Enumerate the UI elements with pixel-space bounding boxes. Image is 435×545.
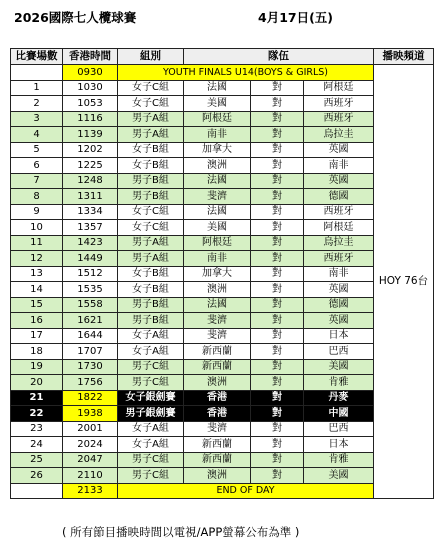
team-home: 法國 [184, 204, 251, 220]
team-home: 阿根廷 [184, 111, 251, 127]
header-teams: 隊伍 [184, 49, 374, 65]
table-row [11, 189, 434, 205]
team-home: 澳洲 [184, 468, 251, 484]
versus-label: 對 [251, 142, 304, 158]
match-group: 男子B組 [118, 189, 184, 205]
match-group: 男子B組 [118, 313, 184, 329]
versus-label: 對 [251, 390, 304, 406]
match-time: 1139 [63, 127, 118, 143]
team-home: 南非 [184, 127, 251, 143]
versus-label: 對 [251, 437, 304, 453]
page-title: 2026國際七人欖球賽 [14, 10, 137, 25]
team-home: 新西蘭 [184, 344, 251, 360]
opening-banner: YOUTH FINALS U14(BOYS & GIRLS) [118, 65, 374, 81]
team-away: 巴西 [304, 421, 374, 437]
team-away: 烏拉圭 [304, 235, 374, 251]
header-match-number: 比賽場數 [11, 49, 63, 65]
table-row [11, 390, 434, 406]
table-row [11, 204, 434, 220]
match-time: 1053 [63, 96, 118, 112]
match-group: 男子A組 [118, 251, 184, 267]
versus-label: 對 [251, 158, 304, 174]
match-group: 男子C組 [118, 359, 184, 375]
team-away: 西班牙 [304, 251, 374, 267]
team-home: 新西蘭 [184, 437, 251, 453]
match-time: 2024 [63, 437, 118, 453]
match-time: 1707 [63, 344, 118, 360]
team-home: 加拿大 [184, 142, 251, 158]
match-time: 1822 [63, 390, 118, 406]
match-time: 1449 [63, 251, 118, 267]
match-number: 12 [11, 251, 63, 267]
closing-row [11, 483, 434, 499]
table-header-row [11, 49, 434, 65]
team-away: 日本 [304, 437, 374, 453]
team-home: 美國 [184, 220, 251, 236]
footer-note: ( 所有節目播映時間以電視/APP螢幕公布為準 ) [62, 525, 300, 539]
table-row [11, 158, 434, 174]
team-away: 美國 [304, 359, 374, 375]
match-group: 女子C組 [118, 220, 184, 236]
match-group: 女子B組 [118, 142, 184, 158]
table-row [11, 328, 434, 344]
match-number: 7 [11, 173, 63, 189]
match-number: 20 [11, 375, 63, 391]
table-row [11, 452, 434, 468]
match-time: 1116 [63, 111, 118, 127]
match-time: 1644 [63, 328, 118, 344]
table-row [11, 251, 434, 267]
team-away: 丹麥 [304, 390, 374, 406]
versus-label: 對 [251, 421, 304, 437]
table-row [11, 80, 434, 96]
match-time: 1512 [63, 266, 118, 282]
team-home: 斐濟 [184, 328, 251, 344]
table-row [11, 359, 434, 375]
match-time: 1030 [63, 80, 118, 96]
versus-label: 對 [251, 282, 304, 298]
match-number: 18 [11, 344, 63, 360]
opening-row [11, 65, 434, 81]
versus-label: 對 [251, 375, 304, 391]
match-group: 女子A組 [118, 421, 184, 437]
page-date: 4月17日(五) [258, 10, 334, 25]
versus-label: 對 [251, 297, 304, 313]
team-away: 阿根廷 [304, 220, 374, 236]
match-number: 1 [11, 80, 63, 96]
team-away: 德國 [304, 297, 374, 313]
table-row [11, 421, 434, 437]
broadcast-channel: HOY 76台 [374, 65, 434, 499]
header-group: 組別 [118, 49, 184, 65]
match-group: 女子A組 [118, 344, 184, 360]
match-group: 男子C組 [118, 468, 184, 484]
match-time: 1621 [63, 313, 118, 329]
team-home: 斐濟 [184, 189, 251, 205]
match-time: 2110 [63, 468, 118, 484]
match-group: 男子C組 [118, 452, 184, 468]
versus-label: 對 [251, 313, 304, 329]
match-group: 女子C組 [118, 204, 184, 220]
team-away: 阿根廷 [304, 80, 374, 96]
team-away: 英國 [304, 282, 374, 298]
match-number: 5 [11, 142, 63, 158]
match-group: 女子C組 [118, 80, 184, 96]
table-row [11, 173, 434, 189]
match-group: 女子B組 [118, 266, 184, 282]
match-number: 15 [11, 297, 63, 313]
table-row [11, 437, 434, 453]
match-group: 女子A組 [118, 437, 184, 453]
versus-label: 對 [251, 406, 304, 422]
table-row [11, 127, 434, 143]
team-away: 日本 [304, 328, 374, 344]
match-time: 1311 [63, 189, 118, 205]
match-group: 男子A組 [118, 127, 184, 143]
versus-label: 對 [251, 452, 304, 468]
team-home: 美國 [184, 96, 251, 112]
match-number: 22 [11, 406, 63, 422]
team-away: 中國 [304, 406, 374, 422]
table-row [11, 266, 434, 282]
match-number: 6 [11, 158, 63, 174]
match-group: 男子A組 [118, 235, 184, 251]
header-hk-time: 香港時間 [63, 49, 118, 65]
match-time: 1535 [63, 282, 118, 298]
match-number: 21 [11, 390, 63, 406]
header-channel: 播映頻道 [374, 49, 434, 65]
match-group: 男子B組 [118, 297, 184, 313]
versus-label: 對 [251, 220, 304, 236]
match-group: 女子B組 [118, 282, 184, 298]
team-away: 巴西 [304, 344, 374, 360]
versus-label: 對 [251, 204, 304, 220]
team-away: 西班牙 [304, 204, 374, 220]
team-home: 澳洲 [184, 375, 251, 391]
team-home: 澳洲 [184, 158, 251, 174]
opening-number-cell [11, 65, 63, 81]
versus-label: 對 [251, 189, 304, 205]
match-number: 16 [11, 313, 63, 329]
match-time: 1558 [63, 297, 118, 313]
table-row [11, 282, 434, 298]
match-group: 女子C組 [118, 96, 184, 112]
team-home: 法國 [184, 80, 251, 96]
team-away: 西班牙 [304, 111, 374, 127]
table-row [11, 297, 434, 313]
versus-label: 對 [251, 96, 304, 112]
team-away: 美國 [304, 468, 374, 484]
versus-label: 對 [251, 80, 304, 96]
match-time: 1423 [63, 235, 118, 251]
match-time: 2001 [63, 421, 118, 437]
closing-banner: END OF DAY [118, 483, 374, 499]
match-time: 1357 [63, 220, 118, 236]
match-number: 25 [11, 452, 63, 468]
match-number: 9 [11, 204, 63, 220]
versus-label: 對 [251, 235, 304, 251]
table-row [11, 111, 434, 127]
table-row [11, 142, 434, 158]
versus-label: 對 [251, 266, 304, 282]
match-number: 13 [11, 266, 63, 282]
match-time: 2047 [63, 452, 118, 468]
table-row [11, 313, 434, 329]
team-away: 英國 [304, 313, 374, 329]
match-time: 1938 [63, 406, 118, 422]
match-time: 1730 [63, 359, 118, 375]
table-row [11, 220, 434, 236]
match-time: 1334 [63, 204, 118, 220]
team-away: 南非 [304, 266, 374, 282]
versus-label: 對 [251, 111, 304, 127]
opening-time: 0930 [63, 65, 118, 81]
table-row [11, 235, 434, 251]
schedule-table [10, 48, 434, 499]
match-group: 男子B組 [118, 173, 184, 189]
versus-label: 對 [251, 251, 304, 267]
match-time: 1756 [63, 375, 118, 391]
match-number: 4 [11, 127, 63, 143]
match-number: 11 [11, 235, 63, 251]
match-number: 23 [11, 421, 63, 437]
match-number: 2 [11, 96, 63, 112]
team-home: 斐濟 [184, 421, 251, 437]
team-away: 英國 [304, 142, 374, 158]
versus-label: 對 [251, 468, 304, 484]
match-number: 10 [11, 220, 63, 236]
versus-label: 對 [251, 359, 304, 375]
closing-time: 2133 [63, 483, 118, 499]
team-home: 新西蘭 [184, 452, 251, 468]
match-time: 1202 [63, 142, 118, 158]
team-home: 新西蘭 [184, 359, 251, 375]
match-time: 1225 [63, 158, 118, 174]
team-home: 法國 [184, 297, 251, 313]
team-away: 肯雅 [304, 375, 374, 391]
team-home: 香港 [184, 406, 251, 422]
match-group: 男子銀劍賽 [118, 406, 184, 422]
versus-label: 對 [251, 328, 304, 344]
team-home: 法國 [184, 173, 251, 189]
match-group: 女子B組 [118, 158, 184, 174]
match-number: 17 [11, 328, 63, 344]
match-number: 14 [11, 282, 63, 298]
team-home: 澳洲 [184, 282, 251, 298]
match-time: 1248 [63, 173, 118, 189]
match-number: 19 [11, 359, 63, 375]
match-group: 女子銀劍賽 [118, 390, 184, 406]
team-away: 西班牙 [304, 96, 374, 112]
team-away: 烏拉圭 [304, 127, 374, 143]
match-number: 3 [11, 111, 63, 127]
match-group: 女子A組 [118, 328, 184, 344]
team-home: 加拿大 [184, 266, 251, 282]
team-away: 英國 [304, 173, 374, 189]
match-number: 24 [11, 437, 63, 453]
match-group: 男子C組 [118, 375, 184, 391]
closing-number-cell [11, 483, 63, 499]
team-away: 南非 [304, 158, 374, 174]
team-home: 南非 [184, 251, 251, 267]
match-number: 8 [11, 189, 63, 205]
match-number: 26 [11, 468, 63, 484]
team-home: 阿根廷 [184, 235, 251, 251]
versus-label: 對 [251, 127, 304, 143]
match-group: 男子A組 [118, 111, 184, 127]
table-row [11, 406, 434, 422]
table-row [11, 344, 434, 360]
versus-label: 對 [251, 173, 304, 189]
table-row [11, 96, 434, 112]
versus-label: 對 [251, 344, 304, 360]
table-row [11, 375, 434, 391]
team-home: 香港 [184, 390, 251, 406]
team-away: 肯雅 [304, 452, 374, 468]
team-home: 斐濟 [184, 313, 251, 329]
table-row [11, 468, 434, 484]
team-away: 德國 [304, 189, 374, 205]
